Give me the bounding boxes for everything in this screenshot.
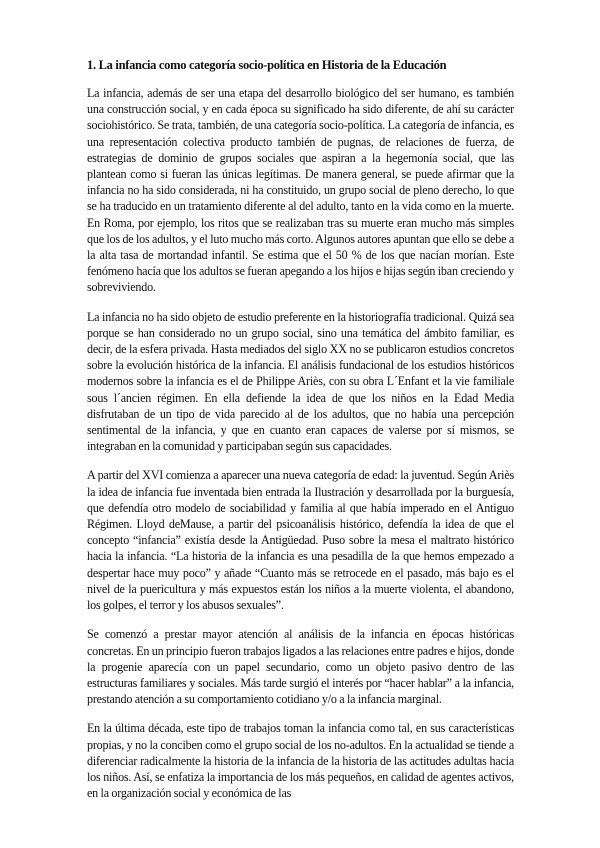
document-body: [87, 57, 514, 814]
paragraph-5: En la última década, este tipo de trabajos toman la infancia como tal, en sus características propias, y no la conciben como el grupo social de los no-adultos. En la actualidad se tiende a diferenciar radicalmente la historia de la infancia de la historia de las actitudes adultas hacia los niños. Así, se enfatiza la importancia de los más pequeños, en calidad de agentes activos, en la organización social y económica de las: [87, 721, 514, 801]
paragraph-4: Se comenzó a prestar mayor atención al análisis de la infancia en épocas históricas concretas. En un principio fueron trabajos ligados a las relaciones entre padres e hijos, donde la progenie aparecía con un papel secundario, como un objeto pasivo dentro de las estructuras familiares y sociales. Más tarde surgió el interés por “hacer hablar” a la infancia, prestando atención a su comportamiento cotidiano y/o a la infancia marginal.: [87, 627, 514, 707]
section-heading: 1. La infancia como categoría socio-política en Historia de la Educación: [87, 58, 447, 72]
paragraph-3: A partir del XVI comienza a aparecer una nueva categoría de edad: la juventud. Según Ariès la idea de infancia fue inventada bien entrada la Ilustración y desarrollada por la burguesía, que defendía otro modelo de sociabilidad y familia al que había imperado en el Antiguo Régimen. Lloyd deMause, a partir del psicoanálisis histórico, defendía la idea de que el concepto “infancia” existía desde la Antigüedad. Puso sobre la mesa el maltrato histórico hacia la infancia. “La historia de la infancia es una pesadilla de la que hemos empezado a despertar hace muy poco” y añade “Cuanto más se retrocede en el pasado, más bajo es el nivel de la puericultura y más expuestos están los niños a la muerte violenta, el abandono, los golpes, el terror y los abusos sexuales”.: [87, 468, 514, 613]
paragraph-1: La infancia, además de ser una etapa del desarrollo biológico del ser humano, es también una construcción social, y en cada época su significado ha sido diferente, de ahí su carácter sociohistórico. Se trata, también, de una categoría socio-política. La categoría de infancia, es una representación colectiva producto también de pugnas, de relaciones de fuerza, de estrategias de dominio de grupos sociales que aspiran a la hegemonía social, que las plantean como si fueran las únicas legítimas. De manera general, se puede afirmar que la infancia no ha sido considerada, ni ha constituido, un grupo social de pleno derecho, lo que se ha traducido en un tratamiento diferente al del adulto, tanto en la vida como en la muerte. En Roma, por ejemplo, los ritos que se realizaban tras su muerte eran mucho más simples que los de los adultos, y el luto mucho más corto. Algunos autores apuntan que ello se debe a la alta tasa de mortandad infantil. Se estima que el 50 % de los que nacían morían. Este fenómeno hacía que los adultos se fueran apegando a los hijos e hijas según iban creciendo y sobreviviendo.: [87, 86, 514, 295]
paragraph-2: La infancia no ha sido objeto de estudio preferente en la historiografía tradicional. Quizá sea porque se han considerado no un grupo social, sino una temática del ámbito familiar, es decir, de la esfera privada. Hasta mediados del siglo XX no se publicaron estudios concretos sobre la evolución histórica de la infancia. El análisis fundacional de los estudios históricos modernos sobre la infancia es el de Philippe Ariès, con su obra L´Enfant et la vie familiale sous l´ancien régimen. En ella defiende la idea de que los niños en la Edad Media disfrutaban de un tipo de vida parecido al de los adultos, que no había una percepción sentimental de la infancia, y que en cuanto eran capaces de valerse por sí mismos, se integraban en la comunidad y participaban según sus capacidades.: [87, 309, 514, 454]
